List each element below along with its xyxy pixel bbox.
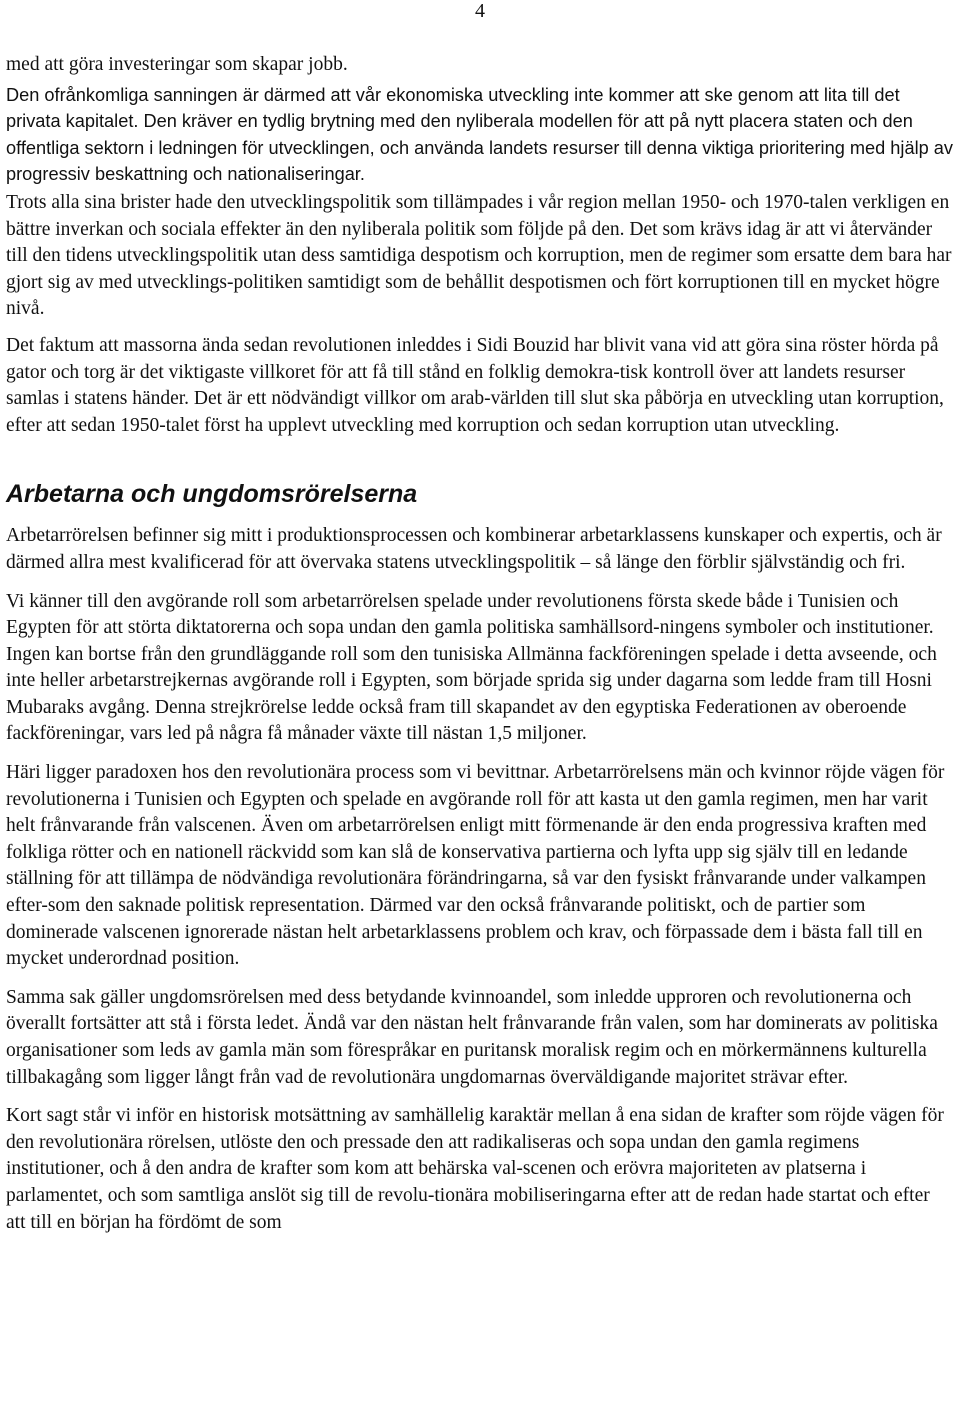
paragraph: Arbetarrörelsen befinner sig mitt i produktionsprocessen och kombinerar arbetarklassens kunskaper och expertis, och är därmed allra mest kvalificerad för att övervaka statens utvecklingspolitik – så länge den förblir självständig och fri. [6,525,942,573]
paragraph: Det faktum att massorna ända sedan revolutionen inleddes i Sidi Bouzid har blivit vana vid att göra sina röster hörda på gator och torg är det viktigaste villkoret för att få till stånd en folklig demokra-tisk kontroll över att landets resurser samlas i statens händer. Det är ett nödvändigt villkor om arab-världen till slut ska påbörja en utveckling utan korruption, efter att sedan 1950-talet först ha upplevt utveckling med korruption och sedan korruption utan utveckling. [6,334,944,436]
paragraph: med att göra investeringar som skapar jobb. [6,54,348,75]
paragraph: Den ofrånkomliga sanningen är därmed att vår ekonomiska utveckling inte kommer att ske genom att lita till det privata kapitalet. Den kräver en tydlig brytning med den nyliberala modellen för att på nytt placera staten och den offentliga sektorn i ledningen för utvecklingen, och använda landets resurser till denna viktiga prioritering med hjälp av progressiv beskattning och nationaliseringar. [6,84,953,185]
paragraph: Häri ligger paradoxen hos den revolutionära process som vi bevittnar. Arbetarrörelsens män och kvinnor röjde vägen för revolutionerna i Tunisien och Egypten och spelade en avgörande roll för att kasta ut den gamla regimen, men har varit helt frånvarande från valscenen. Även om arbetarrörelsen enligt mitt förmenande är den enda progressiva kraften med folkliga rötter och en nationell räckvidd som kan slå de konservativa partierna och lyfta upp sig själv till en ledande ställning för att tillämpa de nödvändiga revolutionära förändringarna, så var den fysiskt frånvarande under valkampen efter-som den saknade politisk representation. Därmed var den också frånvarande politiskt, och de partier som dominerade valscenen ignorerade nästan helt arbetarklassens problem och krav, och förpassade dem i bästa fall till en mycket underordnad position. [6,762,945,970]
paragraph: Samma sak gäller ungdomsrörelsen med dess betydande kvinnoandel, som inledde upproren och revolutionerna och överallt fortsätter att stå i första ledet. Ändå var den nästan helt frånvarande från valen, som har dominerats av politiska organisationer som leds av gamla män som förespråkar en puritansk moralisk regim och en mörkermännens kulturella tillbakagång som ligger långt från vad de revolutionära ungdomarnas överväldigande majoritet strävar efter. [6,986,938,1088]
paragraph: Vi känner till den avgörande roll som arbetarrörelsen spelade under revolutionens första skede både i Tunisien och Egypten för att störta diktatorerna och sopa undan den gamla politiska samhällsord-ningens symboler och institutioner. Ingen kan bortse från den grundläggande roll som den tunisiska Allmänna fackföreningen spelade i detta avseende, och inte heller arbetarstrejkernas avgörande roll i Egypten, som började sprida sig under dagarna som ledde fram till Hosni Mubaraks avgång. Denna strejkrörelse ledde också fram till skapandet av den egyptiska Federationen av oberoende fackföreningar, vars led på några få månader växte till nästan 1,5 miljoner. [6,590,937,745]
page-number: 4 [475,0,485,22]
section-heading: Arbetarna och ungdomsrörelserna [6,480,418,509]
paragraph: Trots alla sina brister hade den utvecklingspolitik som tillämpades i vår region mellan 1950- och 1970-talen verkligen en bättre inverkan och sociala effekter än den nyliberala politik som följde på den. Det som krävs idag är att vi återvänder till den tidens utvecklingspolitik utan dess samtidiga despotism och korruption, men de regimer som ersatte dem bara har gjort sig av med utvecklings-politiken samtidigt som de behållit despotismen och fört korruptionen till en mycket högre nivå. [6,191,952,320]
paragraph: Kort sagt står vi inför en historisk motsättning av samhällelig karaktär mellan å ena sidan de krafter som röjde vägen för den revolutionära rörelsen, utlöste den och pressade den att radikaliseras och sopa undan den gamla regimens institutioner, och å den andra de krafter som kom att behärska val-scenen och erövra majoriteten av platserna i parlamentet, och som samtliga anslöt sig till de revolu-tionära mobiliseringarna efter att de redan hade startat och efter att till en början ha fördömt de som [6,1105,944,1233]
document-body [6,52,954,1245]
